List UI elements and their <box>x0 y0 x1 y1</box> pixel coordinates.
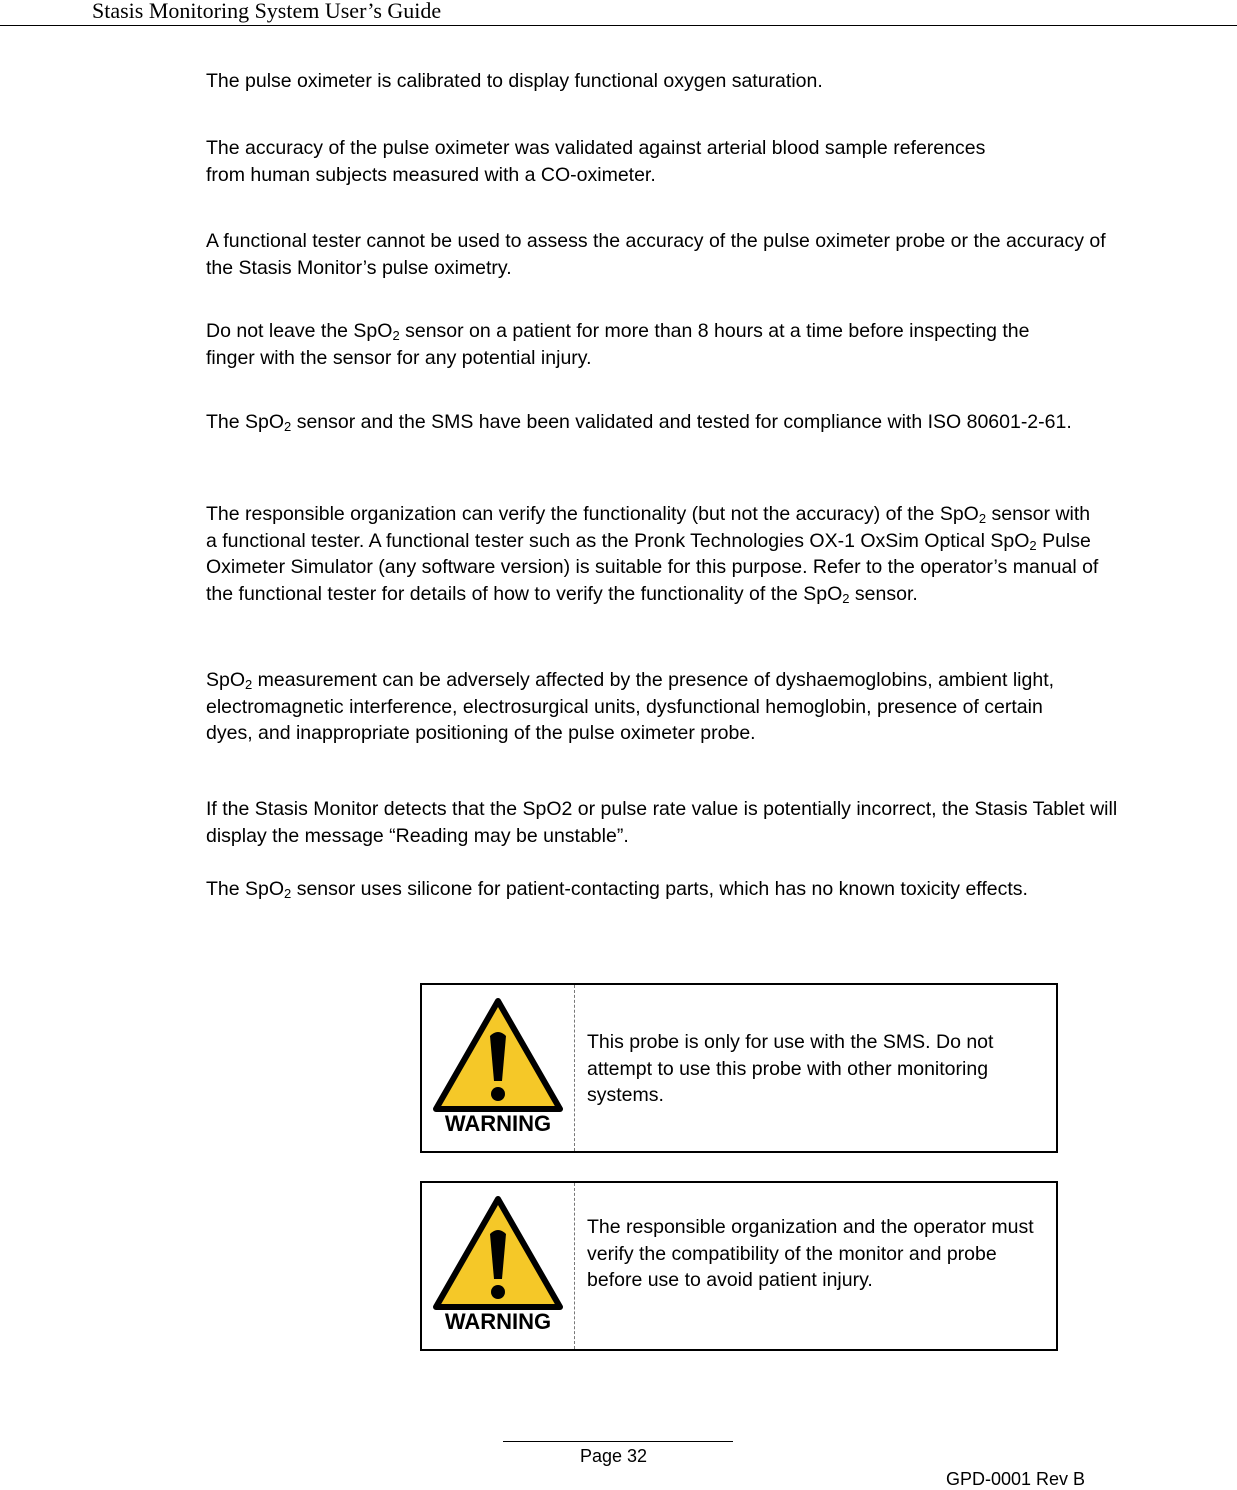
warning-icon-cell <box>422 985 575 1151</box>
warning-box-compatibility <box>420 1181 1058 1351</box>
warning-text: The responsible organization and the operator must verify the compatibility of the monitor and probe before use to avoid patient injury. <box>587 1216 1034 1291</box>
paragraph-functional-tester: A functional tester cannot be used to assess the accuracy of the pulse oximeter probe or the accuracy of the Stasis Monitor’s pulse oximetry. <box>206 230 1106 279</box>
footer-divider <box>503 1441 733 1442</box>
warning-label: WARNING <box>444 1111 552 1136</box>
paragraph-unstable-message: If the Stasis Monitor detects that the SpO2 or pulse rate value is potentially incorrect, the Stasis Tablet will display the message “Reading may be unstable”. <box>206 798 1118 847</box>
paragraph-iso-compliance: The SpO$_2$ sensor and the SMS have been validated and tested for compliance with ISO 80601-2-61. <box>206 411 1072 434</box>
paragraph-sensor-duration: Do not leave the SpO$_2$ sensor on a patient for more than 8 hours at a time before inspecting the finger with the sensor for any potential injury. <box>206 320 1030 369</box>
warning-label: WARNING <box>444 1309 552 1334</box>
paragraph-silicone: The SpO$_2$ sensor uses silicone for patient-contacting parts, which has no known toxicity effects. <box>206 878 1028 901</box>
running-header: Stasis Monitoring System User’s Guide <box>92 0 442 23</box>
paragraph-calibration: The pulse oximeter is calibrated to display functional oxygen saturation. <box>206 70 823 92</box>
paragraph-verify-functionality: The responsible organization can verify the functionality (but not the accuracy) of the SpO$_2$ sensor with a functional tester. A functional tester such as the Pronk Technologies OX-1 OxSim Optical SpO$_2$ Pulse Oximeter Simulator (any software version) is suitable for this purpose. Refer to the operator’s manual of the functional tester for details of how to verify the functionality of the SpO$_2$ sensor. <box>206 503 1099 606</box>
warning-box-probe-use <box>420 983 1058 1153</box>
warning-triangle-icon <box>433 998 563 1113</box>
header-divider <box>0 25 1237 26</box>
warning-text: This probe is only for use with the SMS. Do not attempt to use this probe with other monitoring systems. <box>587 1031 994 1106</box>
document-id: GPD-0001 Rev B <box>946 1469 1086 1489</box>
warning-icon-cell <box>422 1183 575 1349</box>
paragraph-interference: SpO$_2$ measurement can be adversely affected by the presence of dyshaemoglobins, ambient light, electromagnetic interference, electrosurgical units, dysfunctional hemoglobin, presence of certain dyes, and inappropriate positioning of the pulse oximeter probe. <box>206 669 1055 744</box>
page-number: Page 32 <box>580 1446 648 1466</box>
warning-triangle-icon <box>433 1196 563 1311</box>
paragraph-accuracy-validation: The accuracy of the pulse oximeter was validated against arterial blood sample references from human subjects measured with a CO-oximeter. <box>206 137 986 186</box>
